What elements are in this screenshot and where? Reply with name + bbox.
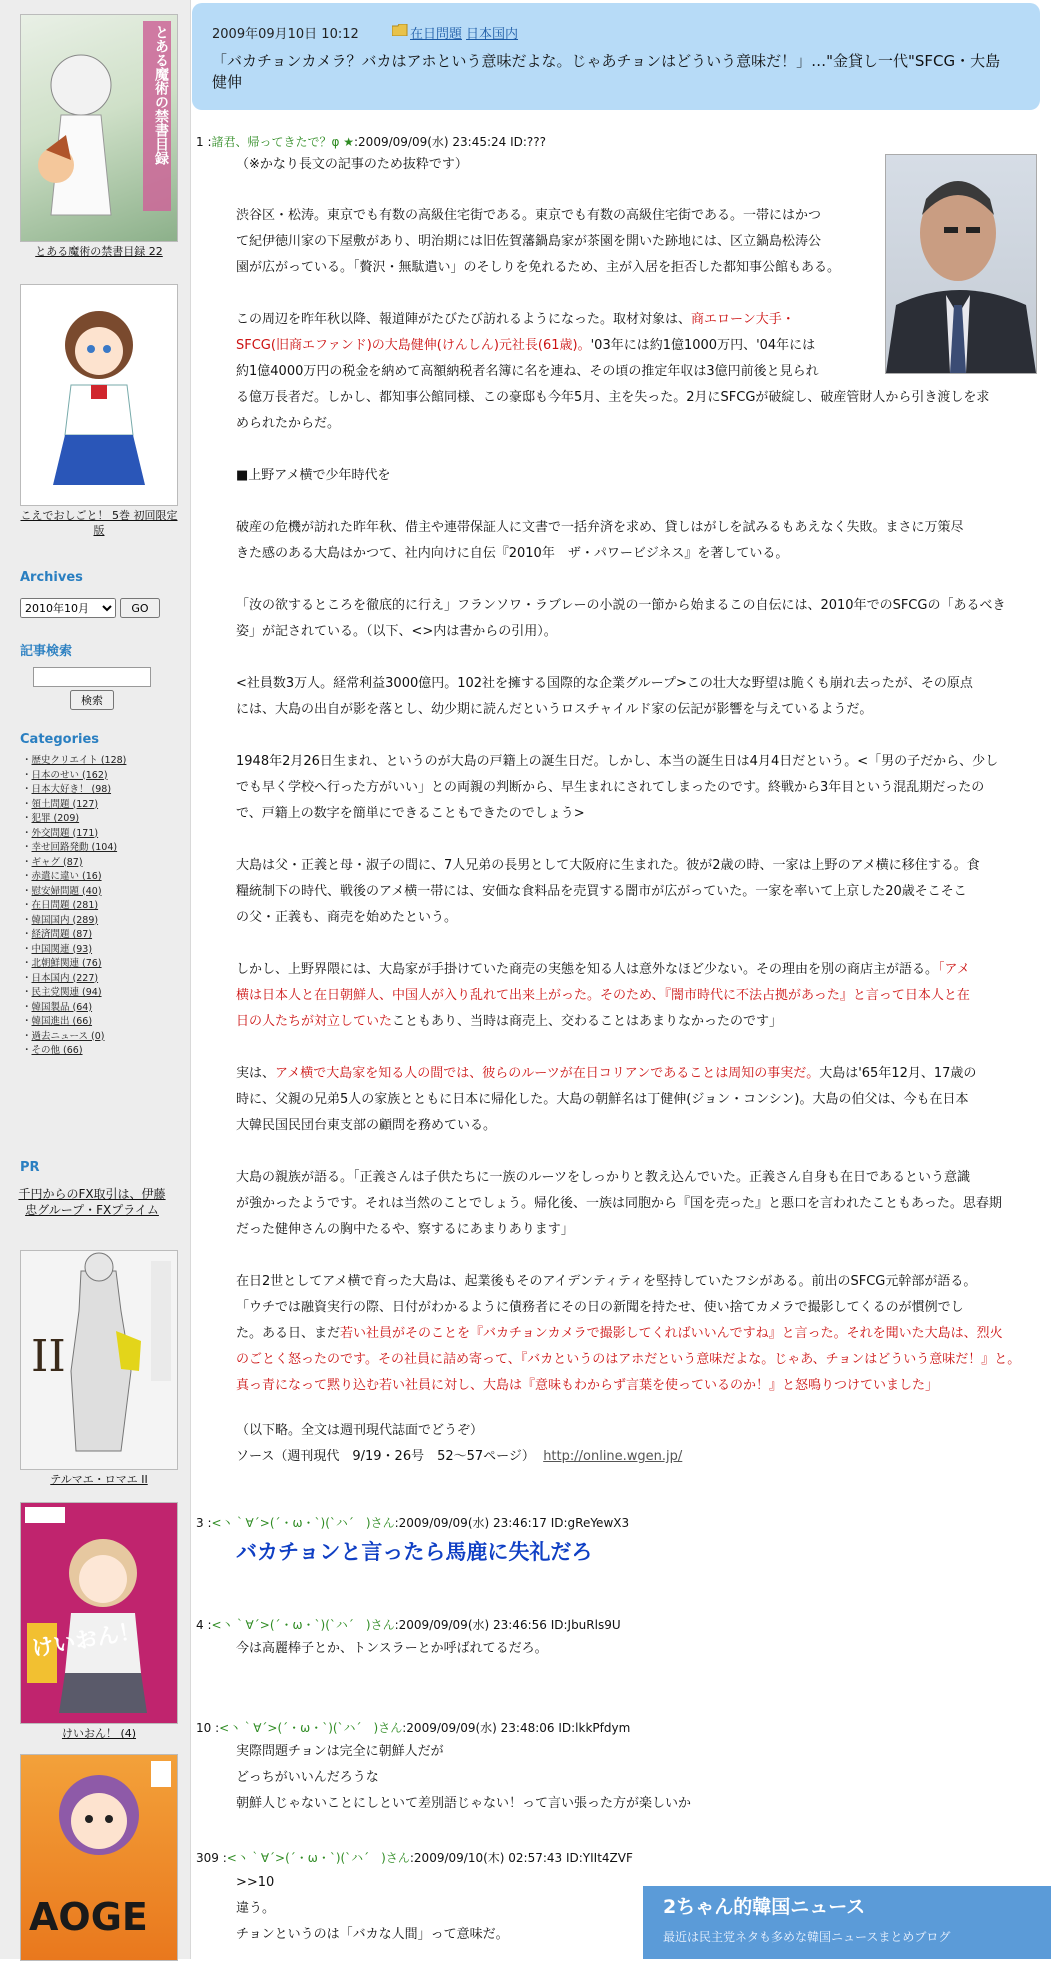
book-caption[interactable]: こえでおしごと！ 5巻 初回限定版: [20, 509, 178, 537]
sidebar: [0, 0, 191, 1959]
article-red-text: アメ横で大島家を知る人の間では、彼らのルーツが在日コリアンであることは周知の事実だ。: [275, 1066, 820, 1081]
category-item[interactable]: ・歴史クリエイト (128): [22, 755, 127, 766]
category-item[interactable]: ・その他 (66): [22, 1045, 83, 1056]
article-line: で、戸籍上の数字を簡単にできることもできたのでしょう>: [236, 806, 585, 821]
res-header: [196, 1616, 621, 1633]
article-line: の父・正義も、商売を始めたという。: [236, 910, 458, 925]
banner-subtitle: 最近は民主党ネタも多めな韓国ニュースまとめブログ: [663, 1930, 951, 1944]
category-item[interactable]: ・韓国進出 (66): [22, 1016, 93, 1027]
book-caption[interactable]: とある魔術の禁書目録 22: [35, 245, 163, 258]
category-item[interactable]: ・外交問題 (171): [22, 827, 99, 839]
post-category-link[interactable]: 日本国内: [466, 27, 519, 42]
post-title: 「バカチョンカメラ？バカはアホという意味だよな。じゃあチョンはどういう意味だ！」…"金貸し一代"SFCG・大島健伸: [212, 52, 1001, 91]
res-name: 諸君、帰ってきたで？φ ★: [211, 135, 354, 149]
res-meta: :2009/09/09(水) 23:46:17 ID:gReYewX3: [394, 1516, 630, 1530]
article-text: た。ある日、まだ: [236, 1326, 341, 1341]
article-paragraph: [236, 515, 1036, 567]
category-item[interactable]: ・民主党関連 (94): [22, 987, 102, 998]
book-cover-image[interactable]: [20, 14, 178, 242]
category-link[interactable]: 幸せ回路発動 (104): [31, 842, 118, 853]
res-number: 4 :: [196, 1618, 212, 1632]
archive-select[interactable]: [20, 598, 116, 618]
category-item[interactable]: ・領土問題 (127): [22, 798, 99, 810]
res-name: <丶｀∀´>(´・ω・`)(`ハ´ )さん: [226, 1851, 410, 1865]
category-link[interactable]: 日本のせい (162): [31, 769, 108, 781]
article-line: でも早く学校へ行った方がいい」との両親の判断から、早生まれにされてしまったのです。終戦から3年目という混乱期だったの: [236, 780, 985, 795]
search-heading: 記事検索: [20, 644, 73, 659]
category-link[interactable]: 民主党関連 (94): [31, 987, 102, 998]
article-red-text: 商エローン大手・: [691, 312, 795, 327]
article-line: 大島は父・正義と母・淑子の間に、7人兄弟の長男として大阪府に生まれた。彼が2歳の時、一家は上野のアメ横に移住する。食: [236, 858, 980, 873]
article-line: 約1億4000万円の税金を納めて高額納税者名簿に名を連ね、その頃の推定年収は3億円前後と見られ: [236, 364, 819, 379]
category-item[interactable]: ・中国関連 (93): [22, 943, 93, 955]
book-cover-image[interactable]: [20, 1754, 178, 1961]
article-line: には、大島の出自が影を落とし、幼少期に読んだというロスチャイルド家の伝記が影響を与えているようだ。: [236, 702, 873, 717]
post-date: 2009年09月10日 10:12: [212, 27, 359, 42]
article-text: こともあり、当時は商売上、交わることはあまりなかったのです」: [392, 1014, 783, 1029]
article-line: 破産の危機が訪れた昨年秋、借主や連帯保証人に文書で一括弁済を求め、貸しはがしを試みるもあえなく失敗。まさに万策尽: [236, 520, 964, 535]
article-red-text: のごとく怒ったのです。その社員に詰め寄って、『バカというのはアホだという意味だよな。じゃあ、チョンはどういう意味だ！』と。: [236, 1352, 1021, 1367]
category-link[interactable]: 赤遣に違い (16): [31, 871, 102, 882]
res-meta: :2009/09/09(水) 23:48:06 ID:lkkPfdym: [402, 1721, 631, 1735]
article-line: められたからだ。: [236, 416, 341, 431]
search-button[interactable]: 検索: [70, 690, 114, 710]
article-text: 実は、: [236, 1066, 276, 1081]
pr-link[interactable]: 千円からのFX取引は、伊藤忠グループ・FXプライム: [18, 1187, 166, 1217]
category-item[interactable]: ・慰安婦問題 (40): [22, 885, 102, 897]
article-line: 大島の親族が語る。「正義さんは子供たちに一族のルーツをしっかりと教え込んでいた。正義さん自身も在日であるという意識: [236, 1170, 970, 1185]
res-header: [196, 1849, 633, 1866]
res-name: <丶｀∀´>(´・ω・`)(`ハ´ )さん: [219, 1721, 403, 1735]
category-item[interactable]: ・北朝鮮関連 (76): [22, 958, 102, 969]
category-item[interactable]: ・日本大好き！ (98): [22, 784, 112, 795]
article-line: 園が広がっている。「贅沢・無駄遣い」のそしりを免れるため、主が入居を拒否した都知事公館もある。: [236, 260, 840, 275]
article-paragraph: [236, 1269, 1036, 1399]
res-name: <丶｀∀´>(´・ω・`)(`ハ´ )さん: [211, 1618, 395, 1632]
sidebar-book[interactable]: [20, 1250, 178, 1487]
res-meta: :2009/09/10(木) 02:57:43 ID:YIIt4ZVF: [409, 1851, 633, 1865]
category-link[interactable]: その他 (66): [31, 1045, 83, 1056]
category-item[interactable]: ・ギャグ (87): [22, 856, 83, 868]
book-cover-title: II: [31, 1331, 66, 1382]
category-item[interactable]: ・韓国製品 (64): [22, 1001, 93, 1013]
article-red-text: 日の人たちが対立していた: [236, 1014, 393, 1029]
res-meta: :2009/09/09(水) 23:45:24 ID:???: [354, 135, 547, 149]
archives-heading: Archives: [20, 570, 83, 585]
article-paragraph: [236, 203, 876, 281]
article-red-text: 若い社員がそのことを『バカチョンカメラで撮影してくればいいんですね』と言った。それを聞いた大島は、烈火: [340, 1326, 1003, 1341]
article-paragraph: [236, 307, 1036, 437]
category-item[interactable]: ・日本のせい (162): [22, 769, 108, 781]
book-cover-title: とある魔術の禁書目録: [153, 25, 169, 165]
category-item[interactable]: ・日本国内 (227): [22, 972, 99, 984]
res-name: <丶｀∀´>(´・ω・`)(`ハ´ )さん: [211, 1516, 395, 1530]
res-line: 違う。: [236, 1901, 276, 1916]
article-line: <社員数3万人。経常利益3000億円。102社を擁する国際的な企業グループ>この壮大な野望は脆くも崩れ去ったが、その原点: [236, 676, 973, 691]
category-link[interactable]: 日本大好き！ (98): [31, 784, 112, 795]
category-item[interactable]: ・過去ニュース (0): [22, 1030, 105, 1042]
category-link[interactable]: 過去ニュース (0): [31, 1030, 105, 1042]
source-label: ソース（週刊現代 9/19・26号 52～57ページ）: [236, 1449, 535, 1464]
book-cover-art: [21, 1503, 177, 1723]
category-link[interactable]: 北朝鮮関連 (76): [31, 958, 102, 969]
article-red-text: 横は日本人と在日朝鮮人、中国人が入り乱れて出来上がった。そのため、『闇市時代に不法占拠があった』と言って日本人と在: [236, 988, 970, 1003]
pr-heading: PR: [20, 1160, 40, 1175]
article-note: （※かなり長文の記事のため抜粋です）: [236, 157, 468, 172]
article-line: 姿」が記されている。（以下、<>内は書からの引用）。: [236, 624, 557, 639]
article-line: 在日2世としてアメ横で育った大島は、起業後もそのアイデンティティを堅持していたフシがある。前出のSFCG元幹部が語る。: [236, 1274, 977, 1289]
category-item[interactable]: ・犯罪 (209): [22, 813, 80, 824]
category-item[interactable]: ・経済問題 (87): [22, 929, 93, 940]
article-subheading: ■上野アメ横で少年時代を: [236, 468, 391, 483]
res-number: 309 :: [196, 1851, 227, 1865]
res-body: [236, 1870, 509, 1948]
article-red-text: SFCG(旧商エファンド)の大島健伸(けんしん)元社長(61歳)。: [236, 338, 591, 353]
article-line: る億万長者だ。しかし、都知事公館同様、この豪邸も今年5月、主を失った。2月にSFCGが破綻し、破産管財人から引き渡しを求: [236, 390, 990, 405]
category-item[interactable]: ・幸せ回路発動 (104): [22, 842, 118, 853]
post-header: [192, 3, 1040, 110]
category-item[interactable]: ・韓国国内 (289): [22, 914, 99, 926]
res-line: 朝鮮人じゃないことにしといて差別語じゃない！って言い張った方が楽しいか: [236, 1796, 692, 1811]
article-text: 大島は'65年12月、17歳の: [819, 1066, 977, 1081]
book-cover-image[interactable]: [20, 284, 178, 506]
article-line: 「ウチでは融資実行の際、日付がわかるように債務者にその日の新聞を持たせ、使い捨てカメラで撮影してくるのが慣例でし: [236, 1300, 964, 1315]
article-paragraph: [236, 1061, 1036, 1139]
res-number: 1 :: [196, 135, 212, 149]
res-line: チョンというのは「バカな人間」って意味だ。: [236, 1927, 509, 1942]
article-footer: [236, 1418, 1036, 1470]
article-paragraph: [236, 593, 1036, 645]
category-link[interactable]: 韓国国内 (289): [31, 914, 99, 926]
article-red-text: 「アメ: [938, 962, 970, 977]
book-caption[interactable]: テルマエ・ロマエ II: [50, 1473, 148, 1486]
category-link[interactable]: 中国関連 (93): [31, 943, 93, 955]
category-link[interactable]: 韓国製品 (64): [31, 1001, 93, 1013]
category-link[interactable]: 歴史クリエイト (128): [31, 755, 127, 766]
post-category-link[interactable]: 在日問題: [410, 27, 463, 42]
article-line: 時に、父親の兄弟5人の家族とともに日本に帰化した。大島の朝鮮名は丁健伸(ジョン・コンシン)。大島の伯父は、今も在日本: [236, 1092, 969, 1107]
blog-banner[interactable]: [643, 1886, 1051, 1959]
categories-heading: Categories: [20, 732, 100, 747]
article-paragraph: [236, 749, 1036, 827]
category-list: [22, 754, 126, 1059]
sidebar-book[interactable]: [20, 14, 178, 259]
res-number: 10 :: [196, 1721, 220, 1735]
category-link[interactable]: 犯罪 (209): [31, 813, 80, 824]
sidebar-book[interactable]: [20, 284, 178, 538]
article-line: 「汝の欲するところを徹底的に行え」フランソワ・ラブレーの小説の一節から始まるこの自伝には、2010年でのSFCGの「あるべき: [236, 598, 1006, 613]
res-header: [196, 133, 546, 150]
res-anchor-link[interactable]: >>10: [236, 1875, 275, 1890]
category-link[interactable]: 在日問題 (281): [31, 900, 99, 911]
res-line: どっちがいいんだろうな: [236, 1770, 379, 1785]
search-input[interactable]: [33, 667, 151, 687]
book-caption[interactable]: けいおん！ (4): [61, 1727, 137, 1740]
banner-title[interactable]: 2ちゃん的韓国ニュース: [663, 1896, 866, 1918]
post-categories: [410, 23, 522, 42]
category-link[interactable]: ギャグ (87): [31, 856, 83, 868]
res-line: 実際問題チョンは完全に朝鮮人だが: [236, 1744, 444, 1759]
article-line: が強かったようです。それは当然のことでしょう。帰化後、一族は同胞から『国を売った』と悪口を言われたこともあった。思春期: [236, 1196, 1002, 1211]
res-body: [236, 1739, 691, 1817]
article-red-text: 真っ青になって黙り込む若い社員に対し、大島は『意味もわからず言葉を使っているのか！』と怒鳴りつけていました」: [236, 1378, 939, 1393]
res-number: 3 :: [196, 1516, 212, 1530]
book-cover-art: [21, 285, 177, 505]
article-line: きた感のある大島はかつて、社内向けに自伝『2010年 ザ・パワービジネス』を著している。: [236, 546, 789, 561]
article-line: 大韓民国民団台東支部の顧問を務めている。: [236, 1118, 497, 1133]
res-meta: :2009/09/09(水) 23:46:56 ID:JbuRls9U: [394, 1618, 621, 1632]
archive-go-button[interactable]: GO: [120, 598, 160, 618]
folder-icon: [392, 24, 408, 36]
book-cover-title: AOGE: [29, 1895, 148, 1939]
book-cover-image[interactable]: [20, 1502, 178, 1724]
category-link[interactable]: 領土問題 (127): [31, 798, 99, 810]
article-line: 渋谷区・松涛。東京でも有数の高級住宅街である。東京でも有数の高級住宅街である。一帯にはかつ: [236, 208, 822, 223]
book-cover-title: けいおん！: [30, 1618, 143, 1663]
article-paragraph: [236, 957, 1036, 1035]
category-link[interactable]: 慰安婦問題 (40): [31, 885, 102, 897]
article-text: しかし、上野界隈には、大島家が手掛けていた商売の実態を知る人は意外なほど少ない。その理由を別の商店主が語る。: [236, 962, 939, 977]
book-cover-image[interactable]: [20, 1250, 178, 1470]
article-text: '03年には約1億1000万円、'04年には: [590, 338, 816, 353]
category-link[interactable]: 韓国進出 (66): [31, 1016, 93, 1027]
res-body: 今は高麗棒子とか、トンスラーとか呼ばれてるだろ。: [236, 1641, 548, 1656]
res-header: [196, 1719, 630, 1736]
article-omit-note: （以下略。全文は週刊現代誌面でどうぞ）: [236, 1423, 484, 1438]
category-item[interactable]: ・在日問題 (281): [22, 900, 99, 911]
sidebar-book[interactable]: [20, 1754, 178, 1961]
category-link[interactable]: 日本国内 (227): [31, 972, 99, 984]
article-paragraph: [236, 1165, 1036, 1243]
article-line: だった健伸さんの胸中たるや、察するにあまりあります」: [236, 1222, 574, 1237]
category-link[interactable]: 外交問題 (171): [31, 827, 99, 839]
article-line: 糧統制下の時代、戦後のアメ横一帯には、安価な食料品を売買する闇市が広がっていた。一家を率いて上京した20歳そこそこ: [236, 884, 967, 899]
category-link[interactable]: 経済問題 (87): [31, 929, 93, 940]
res-header: [196, 1514, 629, 1531]
article-text: この周辺を昨年秋以降、報道陣がたびたび訪れるようになった。取材対象は、: [236, 312, 692, 327]
article-line: て紀伊徳川家の下屋敷があり、明治期には旧佐賀藩鍋島家が茶園を開いた跡地には、区立鍋島松涛公: [236, 234, 822, 249]
source-link[interactable]: http://online.wgen.jp/: [543, 1449, 683, 1464]
res-body-large: バカチョンと言ったら馬鹿に失礼だろ: [236, 1540, 593, 1564]
category-item[interactable]: ・赤遣に違い (16): [22, 871, 102, 882]
sidebar-book[interactable]: [20, 1502, 178, 1741]
article-line: 1948年2月26日生まれ、というのが大島の戸籍上の誕生日だ。しかし、本当の誕生日は4月4日だという。<「男の子だから、少し: [236, 754, 999, 769]
article-paragraph: [236, 671, 1036, 723]
article-paragraph: [236, 853, 1036, 931]
